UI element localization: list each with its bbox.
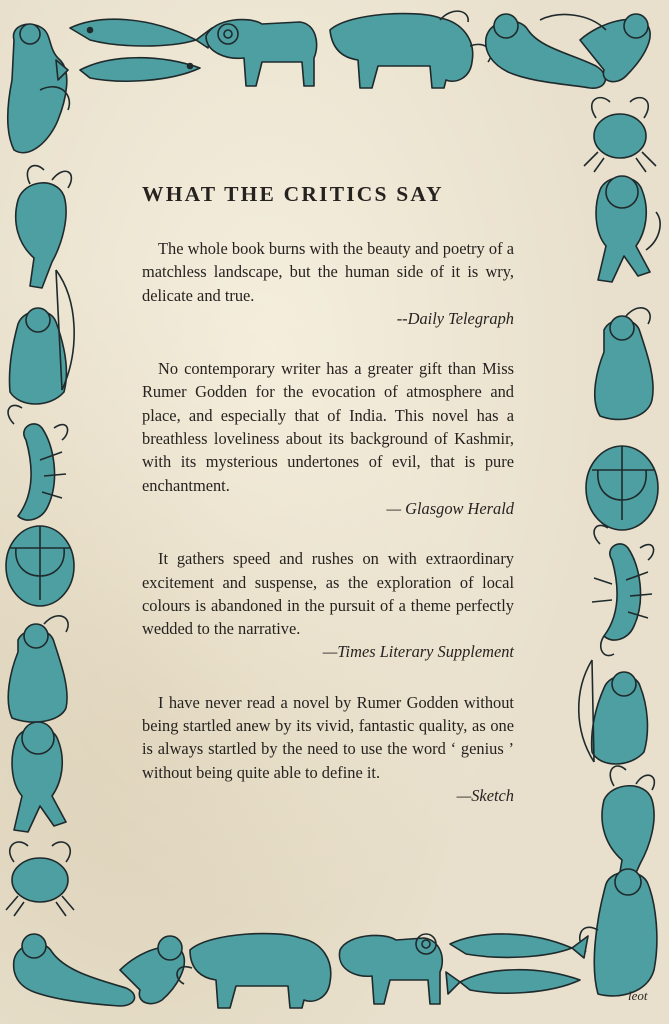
- review-source: —Sketch: [456, 785, 514, 805]
- cancer-crab-icon: [584, 98, 656, 172]
- pisces-fish-icon: [446, 934, 588, 994]
- page-heading: WHAT THE CRITICS SAY: [142, 182, 444, 206]
- cancer-crab-icon: [6, 842, 74, 916]
- scorpio-scorpion-icon: [592, 525, 654, 655]
- libra-scales-icon: [586, 446, 658, 530]
- artist-signature: leot: [628, 988, 648, 1003]
- review-item: [142, 237, 514, 330]
- capricorn-goat-icon: [602, 766, 654, 886]
- review-item: [142, 691, 514, 807]
- review-quote: It gathers speed and rushes on with extraordinary excitement and suspense, as the exploration of local colours is abandoned in the pursuit of a theme perfectly wedded to the narrative.: [142, 549, 514, 639]
- review-quote: No contemporary writer has a greater gift than Miss Rumer Godden for the evocation of atmosphere and place, and especially that of India. This novel has a breathless loveliness about its background of Kashmir, with its mysterious undertones of evil, that is pure enchantment.: [142, 359, 514, 495]
- virgo-maiden-icon: [8, 616, 68, 722]
- review-source: —Times Literary Supplement: [322, 642, 514, 662]
- review-item: [142, 357, 514, 520]
- gemini-twins-icon: [14, 934, 185, 1006]
- aquarius-figure-icon: [580, 869, 657, 996]
- aquarius-figure-icon: [8, 24, 70, 153]
- taurus-bull-icon: [330, 11, 491, 88]
- leo-lion-icon: [596, 176, 660, 282]
- review-quote: The whole book burns with the beauty and poetry of a matchless landscape, but the human side of it is wry, delicate and true.: [142, 239, 514, 305]
- aries-ram-icon: [339, 934, 442, 1004]
- review-source: — Glasgow Herald: [386, 498, 514, 518]
- review-item: [142, 547, 514, 663]
- sagittarius-archer-icon: [579, 660, 648, 764]
- pisces-fish-icon: [56, 19, 212, 81]
- review-source: --Daily Telegraph: [396, 308, 514, 328]
- critics-reviews: [142, 182, 514, 834]
- gemini-twins-icon: [486, 14, 650, 88]
- scorpio-scorpion-icon: [8, 405, 67, 520]
- taurus-bull-icon: [177, 934, 331, 1008]
- aries-ram-icon: [206, 20, 317, 86]
- capricorn-goat-icon: [16, 166, 72, 288]
- leo-lion-icon: [12, 722, 66, 832]
- virgo-maiden-icon: [595, 308, 653, 420]
- libra-scales-icon: [6, 526, 74, 606]
- sagittarius-archer-icon: [9, 270, 74, 404]
- review-quote: I have never read a novel by Rumer Godden without being startled anew by its vivid, fantastic quality, as one is always startled by the need to use the word ‘ genius ’ without being quite able to define it.: [142, 692, 514, 782]
